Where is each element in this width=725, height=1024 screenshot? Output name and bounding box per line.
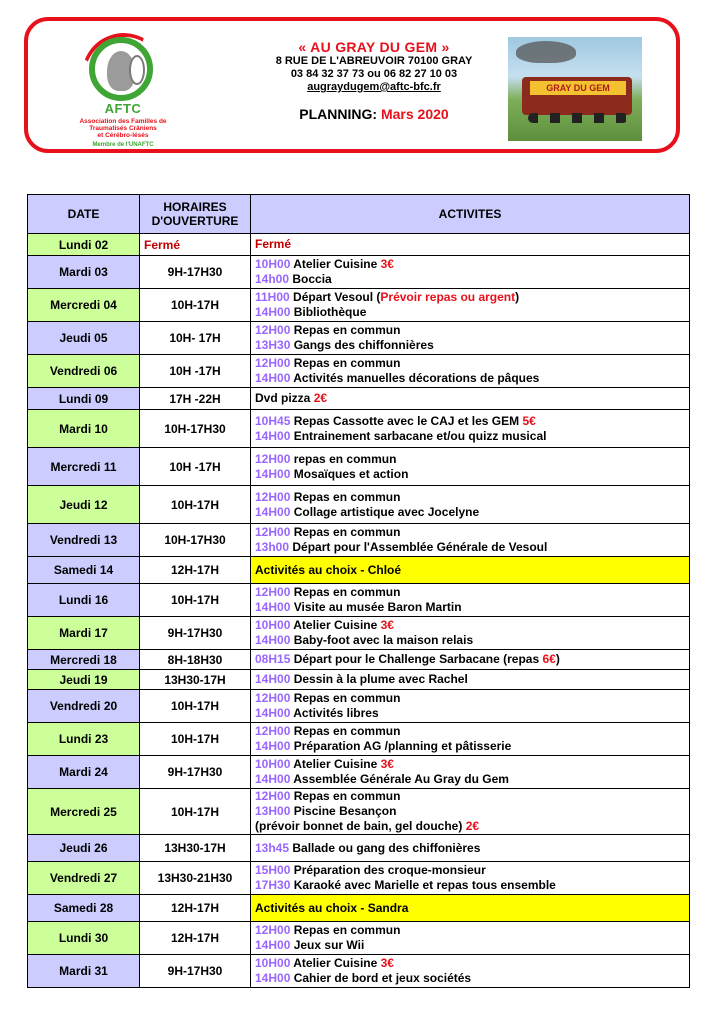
activity-line [255, 841, 685, 856]
activity-text: Repas en commun [290, 356, 401, 370]
activity-line [255, 672, 685, 687]
table-row [28, 862, 690, 895]
row-hours: 9H-17H30 [140, 756, 251, 789]
activity-time: 14H00 [255, 772, 291, 786]
row-date: Samedi 28 [28, 895, 140, 922]
smoke-shape [516, 41, 576, 63]
activity-text: Repas en commun [290, 724, 401, 738]
activity-text-after: ) [515, 290, 520, 304]
activity-time: 12H00 [255, 585, 291, 599]
row-hours: 12H-17H [140, 557, 251, 584]
row-date: Jeudi 26 [28, 835, 140, 862]
activity-text: Départ pour l'Assemblée Générale de Vesoul [289, 540, 548, 554]
activity-text: Activités au choix - Chloé [255, 562, 402, 577]
aftc-logo [64, 37, 182, 155]
row-hours: 12H-17H [140, 922, 251, 955]
header-date: DATE [28, 195, 140, 234]
table-row [28, 486, 690, 524]
row-date: Mercredi 04 [28, 289, 140, 322]
planning-label: PLANNING: [299, 106, 378, 122]
table-row [28, 584, 690, 617]
activity-text: Jeux sur Wii [290, 938, 365, 952]
row-activities [251, 756, 690, 789]
activity-text: Dessin à la plume avec Rachel [290, 672, 468, 686]
table-row [28, 524, 690, 557]
activity-text: Visite au musée Baron Martin [290, 600, 462, 614]
activity-line [255, 757, 685, 772]
row-date: Mardi 10 [28, 410, 140, 448]
row-date: Samedi 14 [28, 557, 140, 584]
activity-line [255, 804, 685, 819]
row-date: Mardi 03 [28, 256, 140, 289]
row-activities [251, 835, 690, 862]
table-row [28, 756, 690, 789]
activity-text: Activités manuelles décorations de pâques [290, 371, 540, 385]
activity-line [255, 356, 685, 371]
activity-line [255, 724, 685, 739]
table-row [28, 895, 690, 922]
table-row [28, 922, 690, 955]
activity-line [255, 739, 685, 754]
activity-text: Assemblée Générale Au Gray du Gem [290, 772, 509, 786]
row-date: Jeudi 19 [28, 670, 140, 690]
row-activities [251, 617, 690, 650]
activity-line [255, 956, 685, 971]
activity-text: Baby-foot avec la maison relais [290, 633, 474, 647]
activity-line [255, 505, 685, 520]
table-row [28, 723, 690, 756]
activity-line [255, 429, 685, 444]
activity-time: 08H15 [255, 652, 291, 666]
activity-text: Repas en commun [290, 525, 401, 539]
row-activities [251, 557, 690, 584]
table-row [28, 557, 690, 584]
activity-line [255, 525, 685, 540]
activity-line [255, 652, 685, 667]
row-date: Vendredi 13 [28, 524, 140, 557]
activity-price: 6€ [542, 652, 556, 666]
activity-time: 14H00 [255, 938, 291, 952]
activity-text: Ballade ou gang des chiffonières [289, 840, 481, 855]
row-hours: 10H-17H [140, 789, 251, 835]
row-hours: 10H-17H [140, 584, 251, 617]
row-hours: 10H-17H [140, 486, 251, 524]
activity-line [255, 371, 685, 386]
activity-price: Prévoir repas ou argent [380, 290, 516, 304]
row-hours: 10H -17H [140, 448, 251, 486]
activity-text: Repas en commun [290, 789, 401, 803]
row-hours: 13H30-17H [140, 670, 251, 690]
activity-line [255, 923, 685, 938]
row-date: Lundi 23 [28, 723, 140, 756]
row-activities [251, 955, 690, 988]
table-row [28, 955, 690, 988]
activity-text: Atelier Cuisine [290, 956, 381, 970]
table-row [28, 835, 690, 862]
table-row [28, 670, 690, 690]
row-activities [251, 584, 690, 617]
table-row [28, 410, 690, 448]
activity-text: Activités au choix - Sandra [255, 900, 409, 915]
activity-time: 17H30 [255, 878, 291, 892]
activity-time: 10H00 [255, 618, 291, 632]
activity-price: 2€ [465, 819, 480, 833]
row-activities [251, 670, 690, 690]
activity-line [255, 563, 685, 578]
activity-price: 2€ [313, 391, 328, 405]
activity-line [255, 600, 685, 615]
activity-line [255, 540, 685, 555]
activity-text: repas en commun [290, 451, 397, 466]
table-row [28, 650, 690, 670]
table-row [28, 789, 690, 835]
activity-line [255, 901, 685, 916]
activity-time: 10H00 [255, 956, 291, 970]
activity-line [255, 237, 685, 252]
row-date: Mercredi 18 [28, 650, 140, 670]
activity-line [255, 878, 685, 893]
activity-time: 14H00 [255, 305, 291, 319]
activity-line [255, 305, 685, 320]
activity-line [255, 971, 685, 986]
activity-text: Repas en commun [290, 489, 401, 504]
row-activities [251, 895, 690, 922]
activity-text: Fermé [255, 237, 292, 251]
logo-subtitle: Association des Familles de Traumatisés Crâniens et Cérébro-lésés [79, 118, 167, 139]
activity-text: Entrainement sarbacane et/ou quizz musical [290, 428, 547, 443]
row-activities [251, 256, 690, 289]
activity-time: 14H00 [255, 672, 291, 686]
header-box [24, 17, 680, 153]
painting-sign: GRAY DU GEM [530, 81, 626, 95]
header-activities: ACTIVITES [251, 195, 690, 234]
activity-text: Karaoké avec Marielle et repas tous ensemble [290, 878, 556, 892]
activity-time: 12H00 [255, 489, 291, 504]
planning-table [27, 194, 690, 988]
activity-text: Préparation des croque-monsieur [290, 863, 486, 877]
activity-time: 12H00 [255, 525, 291, 539]
row-activities [251, 289, 690, 322]
activity-time: 12H00 [255, 923, 291, 937]
activity-line [255, 618, 685, 633]
planning-heading [224, 106, 524, 122]
activity-time: 13h00 [255, 540, 290, 554]
activity-text: Piscine Besançon [290, 804, 397, 818]
activity-text: Départ pour le Challenge Sarbacane (repas [290, 652, 543, 666]
activity-time: 14H00 [255, 971, 291, 985]
logo-member: Membre de l'UNAFTC [92, 142, 154, 148]
row-date: Vendredi 20 [28, 690, 140, 723]
activity-price: 3€ [380, 618, 394, 632]
activity-line [255, 414, 685, 429]
activity-time: 14H00 [255, 371, 291, 385]
logo-name: AFTC [104, 101, 142, 116]
row-hours: 10H-17H30 [140, 524, 251, 557]
activity-line [255, 691, 685, 706]
row-activities [251, 322, 690, 355]
row-date: Lundi 02 [28, 234, 140, 256]
train-painting [508, 37, 642, 141]
activity-text: Mosaïques et action [290, 466, 409, 481]
activity-line [255, 585, 685, 600]
activity-line [255, 938, 685, 953]
page-title: « AU GRAY DU GEM » [298, 39, 450, 55]
activity-time: 12H00 [255, 789, 291, 803]
activity-price: 3€ [380, 956, 394, 970]
activity-time: 14H00 [255, 428, 291, 443]
activity-text: Gangs des chiffonnières [290, 338, 434, 352]
activity-text: Bibliothèque [290, 305, 367, 319]
row-date: Mardi 31 [28, 955, 140, 988]
activity-line [255, 338, 685, 353]
table-row [28, 355, 690, 388]
row-hours: 17H -22H [140, 388, 251, 410]
row-activities [251, 723, 690, 756]
header-hours: HORAIRES D'OUVERTURE [140, 195, 251, 234]
activity-line [255, 452, 685, 467]
row-date: Vendredi 06 [28, 355, 140, 388]
row-activities [251, 922, 690, 955]
row-date: Jeudi 12 [28, 486, 140, 524]
table-body [28, 234, 690, 988]
activity-text: Atelier Cuisine [290, 618, 381, 632]
activity-text: Départ Vesoul ( [289, 290, 381, 304]
activity-time: 15H00 [255, 863, 291, 877]
activity-line [255, 391, 685, 406]
address: 8 RUE DE L'ABREUVOIR 70100 GRAY [275, 55, 473, 67]
activity-line [255, 323, 685, 338]
row-date: Vendredi 27 [28, 862, 140, 895]
activity-line [255, 467, 685, 482]
phone-numbers: 03 84 32 37 73 ou 06 82 27 10 03 [290, 68, 458, 80]
activity-text: Cahier de bord et jeux sociétés [290, 971, 472, 985]
row-hours: 12H-17H [140, 895, 251, 922]
row-date: Lundi 30 [28, 922, 140, 955]
activity-line [255, 490, 685, 505]
activity-time: 14h00 [255, 272, 290, 286]
row-hours: 10H-17H [140, 289, 251, 322]
activity-line [255, 863, 685, 878]
row-activities [251, 448, 690, 486]
table-row [28, 234, 690, 256]
activity-time: 14H00 [255, 600, 291, 614]
train-wheels [528, 113, 628, 123]
activity-text: Repas en commun [290, 923, 401, 937]
activity-text: (prévoir bonnet de bain, gel douche) [255, 819, 466, 833]
activity-text: Préparation AG /planning et pâtisserie [290, 739, 512, 753]
row-activities [251, 690, 690, 723]
activity-time: 11H00 [255, 290, 290, 304]
activity-price: 3€ [380, 757, 394, 771]
table-row [28, 617, 690, 650]
table-row [28, 690, 690, 723]
activity-text-after: ) [555, 652, 560, 666]
row-date: Mercredi 11 [28, 448, 140, 486]
row-activities [251, 234, 690, 256]
activity-time: 12H00 [255, 356, 291, 370]
email-link[interactable]: augraydugem@aftc-bfc.fr [307, 81, 441, 93]
activity-price: 3€ [380, 257, 394, 271]
activity-time: 14H00 [255, 706, 291, 720]
activity-text: Atelier Cuisine [290, 757, 381, 771]
activity-time: 14H00 [255, 504, 291, 519]
activity-time: 12H00 [255, 451, 291, 466]
row-activities [251, 410, 690, 448]
activity-line [255, 257, 685, 272]
activity-line [255, 290, 685, 305]
planning-month: Mars 2020 [380, 106, 449, 122]
row-activities [251, 355, 690, 388]
table-row [28, 388, 690, 410]
activity-text: Repas en commun [290, 585, 401, 599]
activity-text: Collage artistique avec Jocelyne [290, 504, 480, 519]
row-hours: 10H- 17H [140, 322, 251, 355]
activity-line [255, 772, 685, 787]
row-hours: Fermé [140, 234, 251, 256]
row-activities [251, 862, 690, 895]
activity-time: 13H30 [255, 338, 291, 352]
row-date: Lundi 09 [28, 388, 140, 410]
row-date: Mardi 24 [28, 756, 140, 789]
table-row [28, 289, 690, 322]
row-activities [251, 388, 690, 410]
row-activities [251, 486, 690, 524]
activity-time: 12H00 [255, 691, 291, 705]
activity-text: Repas en commun [290, 323, 401, 337]
row-hours: 13H30-17H [140, 835, 251, 862]
activity-time: 14H00 [255, 739, 291, 753]
row-hours: 9H-17H30 [140, 955, 251, 988]
row-date: Mardi 17 [28, 617, 140, 650]
activity-price: 5€ [522, 413, 536, 428]
activity-line [255, 272, 685, 287]
activity-line [255, 706, 685, 721]
header-info [224, 39, 524, 122]
row-hours: 10H-17H [140, 690, 251, 723]
table-row [28, 448, 690, 486]
activity-text: Atelier Cuisine [290, 257, 381, 271]
activity-text: Boccia [289, 272, 332, 286]
activity-time: 12H00 [255, 323, 291, 337]
activity-time: 14H00 [255, 633, 291, 647]
activity-time: 13H00 [255, 804, 291, 818]
row-hours: 9H-17H30 [140, 256, 251, 289]
activity-time: 12H00 [255, 724, 291, 738]
activity-line [255, 819, 685, 834]
table-row [28, 256, 690, 289]
row-hours: 10H-17H30 [140, 410, 251, 448]
table-row [28, 322, 690, 355]
activity-time: 10H00 [255, 757, 291, 771]
activity-line [255, 789, 685, 804]
row-date: Jeudi 05 [28, 322, 140, 355]
activity-text: Repas Cassotte avec le CAJ et les GEM [290, 413, 523, 428]
activity-time: 13h45 [255, 840, 290, 855]
activity-line [255, 633, 685, 648]
activity-text: Activités libres [290, 706, 379, 720]
row-hours: 13H30-21H30 [140, 862, 251, 895]
row-activities [251, 789, 690, 835]
row-hours: 10H -17H [140, 355, 251, 388]
activity-time: 14H00 [255, 466, 291, 481]
activity-text: Dvd pizza [255, 391, 314, 405]
row-hours: 9H-17H30 [140, 617, 251, 650]
row-hours: 8H-18H30 [140, 650, 251, 670]
row-hours: 10H-17H [140, 723, 251, 756]
activity-time: 10H45 [255, 413, 291, 428]
row-date: Lundi 16 [28, 584, 140, 617]
row-activities [251, 524, 690, 557]
row-activities [251, 650, 690, 670]
row-date: Mercredi 25 [28, 789, 140, 835]
head-profile-icon [89, 37, 153, 101]
table-header-row [28, 195, 690, 234]
activity-text: Repas en commun [290, 691, 401, 705]
activity-time: 10H00 [255, 257, 291, 271]
